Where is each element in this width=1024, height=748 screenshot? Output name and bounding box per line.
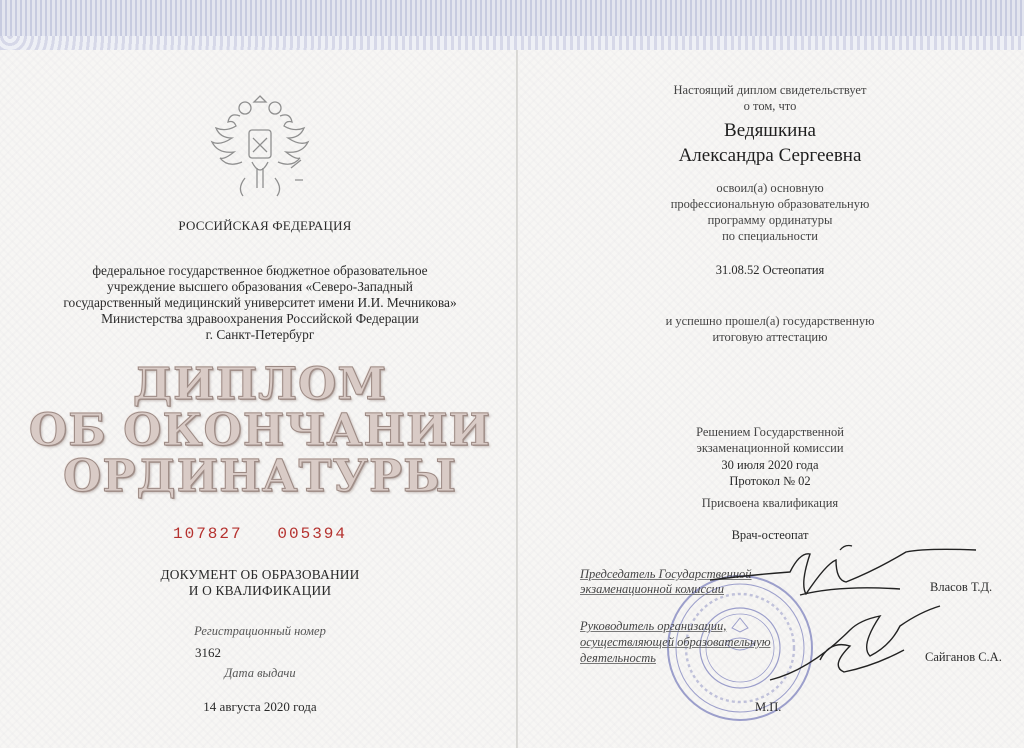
institution-name (30, 263, 490, 343)
registration-number: 3162 (195, 645, 221, 660)
commission-decision (620, 424, 920, 456)
qualification-label: Присвоена квалификация (701, 496, 839, 510)
attestation-line: итоговую аттестацию (712, 330, 828, 344)
diploma-title (20, 359, 500, 502)
decision-date (620, 457, 920, 489)
program-line: программу ординатуры (707, 213, 833, 227)
issue-date: 14 августа 2020 года (203, 699, 317, 714)
head-label-line: деятельность (580, 651, 656, 665)
institution-line: федеральное государственное бюджетное образовательное (92, 263, 428, 278)
program-line: по специальности (722, 229, 818, 243)
program-line: профессиональную образовательную (670, 197, 870, 211)
registration-label: Регистрационный номер (194, 624, 326, 638)
chair-label-line: экзаменационной комиссии (580, 582, 725, 596)
document-type (130, 567, 390, 599)
country-name: РОССИЙСКАЯ ФЕДЕРАЦИЯ (178, 218, 352, 233)
head-signature (760, 600, 950, 685)
title-line: ДИПЛОМ (132, 359, 388, 410)
attestation-statement (620, 313, 920, 345)
attestation-line: и успешно прошел(а) государственную (665, 314, 875, 328)
specialty: 31.08.52 Остеопатия (715, 263, 825, 277)
title-line: ОРДИНАТУРЫ (63, 451, 457, 502)
institution-line: Министерства здравоохранения Российской Федерации (101, 311, 419, 326)
certify-intro (620, 82, 920, 114)
title-line: ОБ ОКОНЧАНИИ (28, 405, 492, 456)
doc-type-line: ДОКУМЕНТ ОБ ОБРАЗОВАНИИ (160, 567, 360, 582)
chair-label-line: Председатель Государственной (580, 567, 752, 581)
institution-line: г. Санкт-Петербург (205, 327, 315, 342)
head-label-line: осуществляющей образовательную (580, 635, 771, 649)
head-label-line: Руководитель организации, (580, 619, 727, 633)
organization-head-name: Сайганов С.А. (925, 650, 1002, 664)
intro-line: о том, что (743, 99, 797, 113)
decision-line: экзаменационной комиссии (696, 441, 844, 455)
doc-type-line: И О КВАЛИФИКАЦИИ (188, 583, 332, 598)
institution-line: учреждение высшего образования «Северо-Западный (107, 279, 413, 294)
commission-chair-name: Власов Т.Д. (930, 580, 993, 594)
serial-number: 107827 005394 (172, 525, 348, 543)
issue-date-label: Дата выдачи (224, 666, 296, 680)
graduate-name (620, 118, 920, 168)
decision-line: Решением Государственной (696, 425, 844, 439)
program-statement (620, 180, 920, 244)
decision-date-line: 30 июля 2020 года (721, 458, 819, 472)
program-line: освоил(а) основную (716, 181, 824, 195)
decorative-top-border (0, 0, 1024, 51)
coat-of-arms-icon (205, 88, 315, 203)
institution-line: государственный медицинский университет имени И.И. Мечникова» (63, 295, 457, 310)
graduate-surname: Ведяшкина (724, 120, 816, 141)
intro-line: Настоящий диплом свидетельствует (673, 83, 867, 97)
page-fold (516, 50, 518, 748)
seal-place-label: М.П. (755, 700, 782, 714)
protocol-number: Протокол № 02 (729, 474, 811, 488)
graduate-given-names: Александра Сергеевна (678, 145, 862, 166)
qualification: Врач-остеопат (731, 528, 809, 542)
